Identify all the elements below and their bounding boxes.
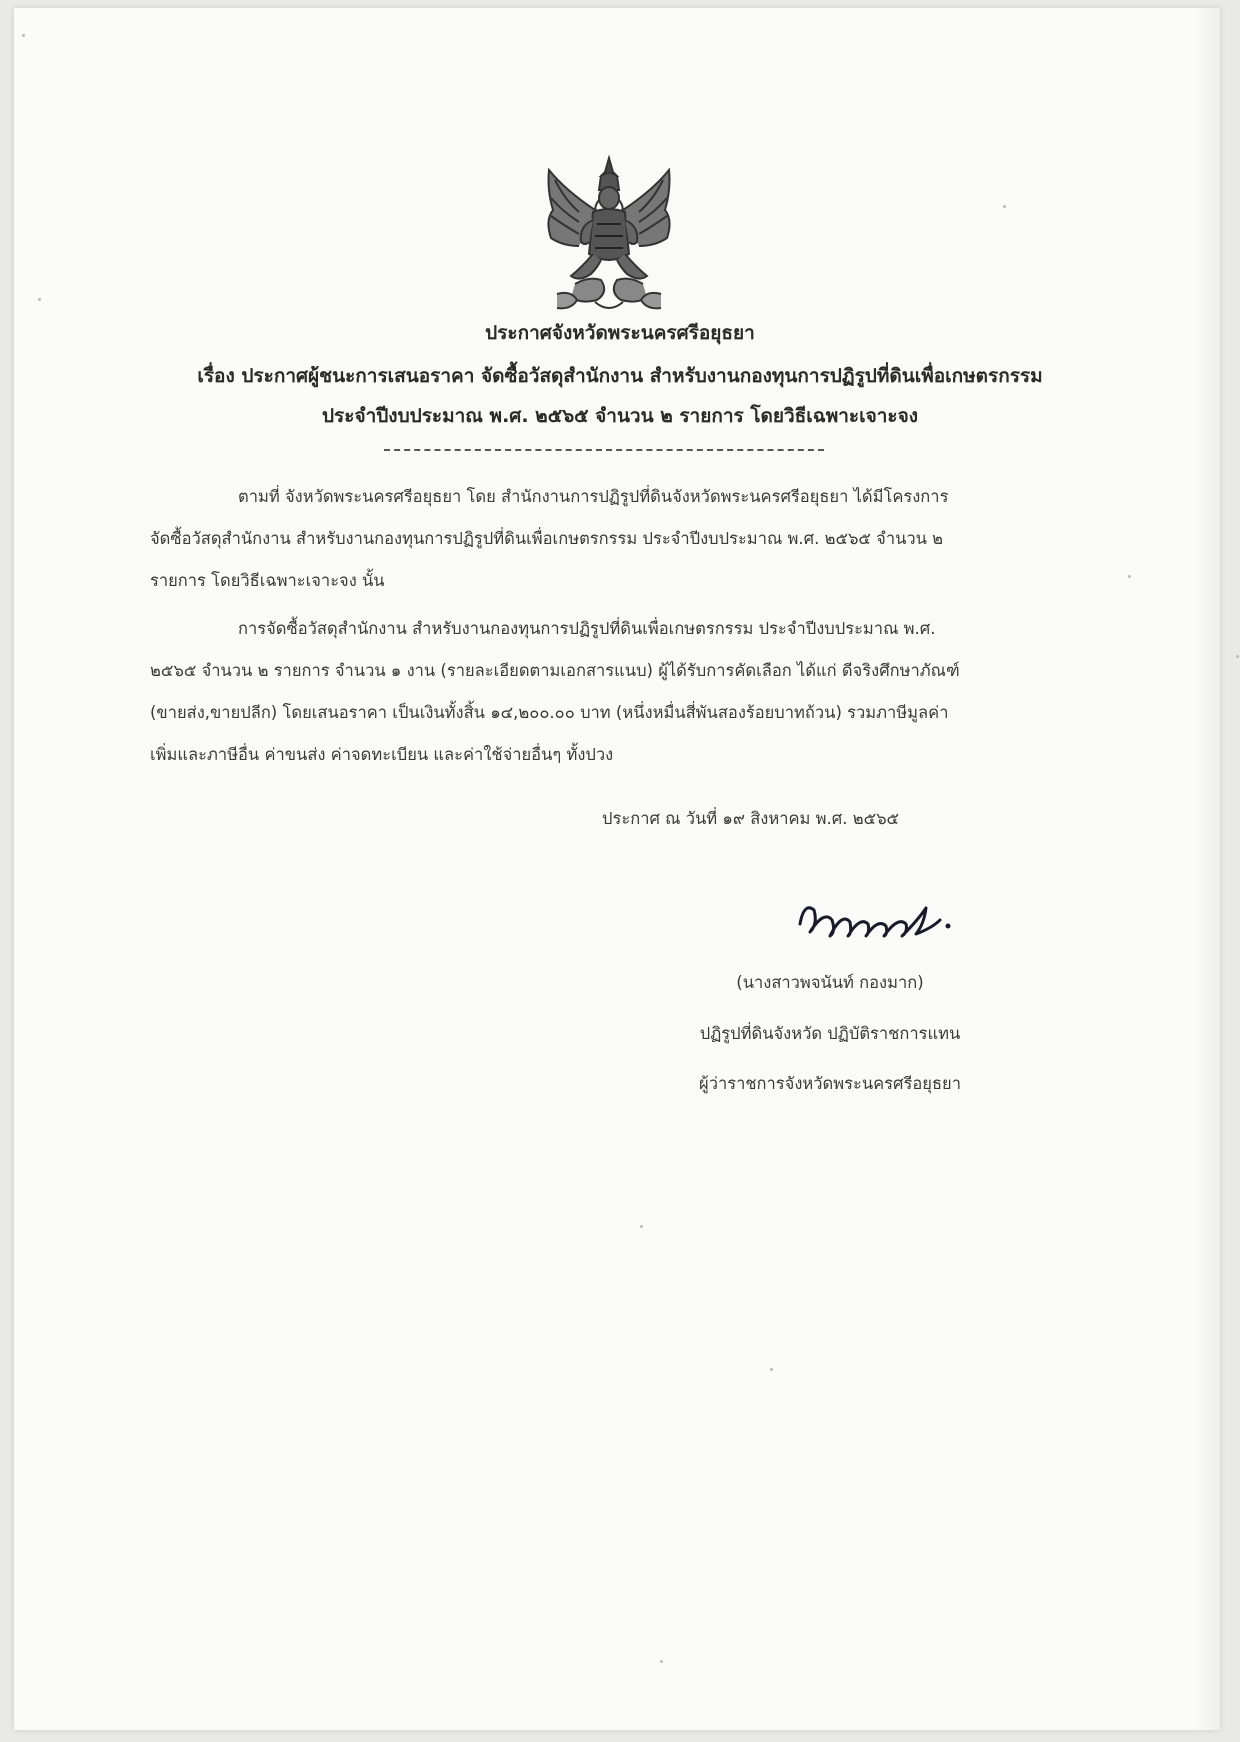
paragraph-line: เพิ่มและภาษีอื่น ค่าขนส่ง ค่าจดทะเบียน และค่าใช้จ่ายอื่นๆ ทั้งปวง	[150, 745, 614, 764]
scan-speck	[22, 34, 25, 37]
scan-speck	[770, 1368, 773, 1371]
dashed-divider	[384, 449, 824, 451]
scan-speck	[1128, 575, 1131, 578]
signatory-position-continued: ผู้ว่าราชการจังหวัดพระนครศรีอยุธยา	[699, 1074, 961, 1093]
page-edge-shadow	[1196, 8, 1220, 1730]
scan-speck	[1236, 655, 1239, 658]
paragraph-line: ๒๕๖๕ จำนวน ๒ รายการ จำนวน ๑ งาน (รายละเอียดตามเอกสารแนบ) ผู้ได้รับการคัดเลือก ได้แก่ ดีจริงศึกษาภัณฑ์	[150, 661, 960, 680]
paragraph-line: การจัดซื้อวัสดุสำนักงาน สำหรับงานกองทุนการปฏิรูปที่ดินเพื่อเกษตรกรรม ประจำปีงบประมาณ พ.ศ.	[238, 619, 936, 638]
handwritten-signature	[790, 880, 960, 950]
scan-speck	[1003, 205, 1006, 208]
signatory-name: (นางสาวพจนันท์ กองมาก)	[736, 973, 924, 992]
garuda-emblem-icon	[535, 150, 683, 320]
paragraph-line: จัดซื้อวัสดุสำนักงาน สำหรับงานกองทุนการปฏิรูปที่ดินเพื่อเกษตรกรรม ประจำปีงบประมาณ พ.ศ. ๒๕๖๕ จำนวน ๒	[150, 529, 944, 548]
paragraph-line: ตามที่ จังหวัดพระนครศรีอยุธยา โดย สำนักงานการปฏิรูปที่ดินจังหวัดพระนครศรีอยุธยา ได้มีโครงการ	[238, 487, 949, 506]
announcement-date: ประกาศ ณ วันที่ ๑๙ สิงหาคม พ.ศ. ๒๕๖๕	[602, 809, 900, 828]
scan-speck	[640, 1225, 643, 1228]
announcement-subject-continued: ประจำปีงบประมาณ พ.ศ. ๒๕๖๕ จำนวน ๒ รายการ โดยวิธีเฉพาะเจาะจง	[321, 405, 919, 427]
scan-speck	[38, 298, 41, 301]
body-paragraph-2	[150, 608, 1050, 776]
scan-speck	[660, 1660, 663, 1663]
announcement-subject: เรื่อง ประกาศผู้ชนะการเสนอราคา จัดซื้อวัสดุสำนักงาน สำหรับงานกองทุนการปฏิรูปที่ดินเพื่อเกษตรกรรม	[197, 365, 1043, 387]
body-paragraph-1	[150, 476, 1050, 602]
signatory-position: ปฏิรูปที่ดินจังหวัด ปฏิบัติราชการแทน	[699, 1024, 961, 1043]
paragraph-line: รายการ โดยวิธีเฉพาะเจาะจง นั้น	[150, 571, 385, 590]
announcement-heading: ประกาศจังหวัดพระนครศรีอยุธยา	[485, 322, 755, 344]
paragraph-line: (ขายส่ง,ขายปลีก) โดยเสนอราคา เป็นเงินทั้งสิ้น ๑๔,๒๐๐.๐๐ บาท (หนึ่งหมื่นสี่พันสองร้อยบาทถ้วน) รวมภาษีมูลค่า	[150, 703, 949, 722]
